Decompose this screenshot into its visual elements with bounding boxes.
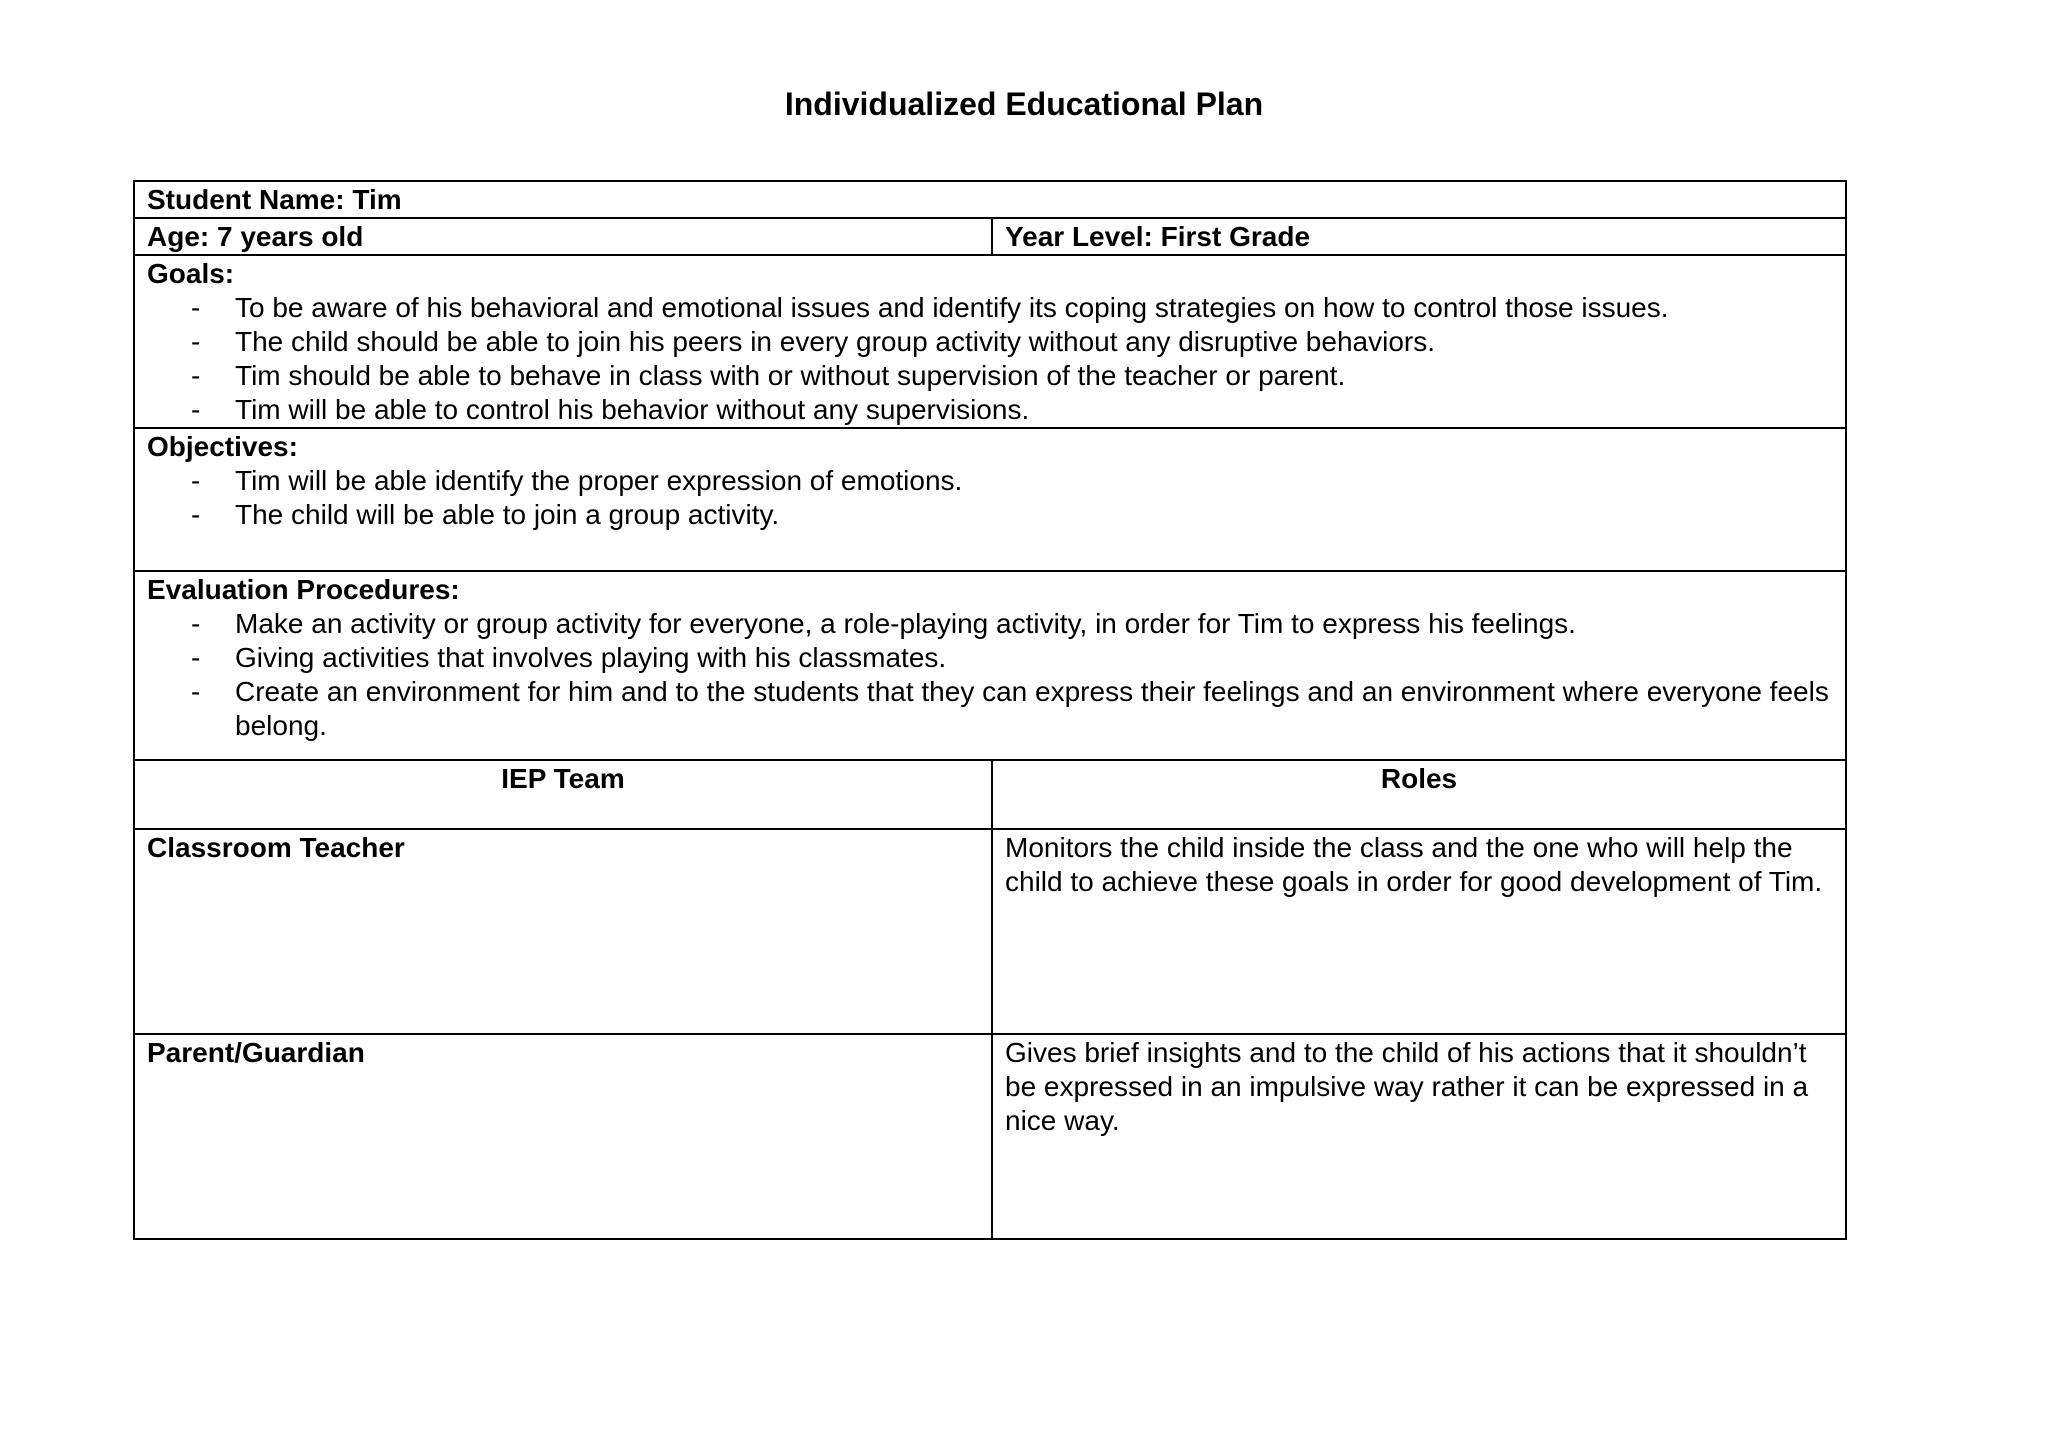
list-dash: -: [191, 676, 201, 707]
objectives-cell: [134, 428, 1846, 571]
list-dash: -: [191, 292, 201, 323]
goal-text: Tim will be able to control his behavior without any supervisions.: [235, 394, 1030, 425]
objectives-list: [147, 464, 1833, 532]
goals-heading: Goals:: [147, 258, 235, 289]
list-dash: -: [191, 608, 201, 639]
goal-text: The child should be able to join his peers in every group activity without any disruptive behaviors.: [235, 326, 1435, 357]
goals-list: [147, 291, 1833, 427]
team-member-name: Parent/Guardian: [134, 1034, 992, 1239]
evaluation-text: Make an activity or group activity for everyone, a role-playing activity, in order for Tim to express his feelings.: [235, 608, 1576, 639]
evaluation-item: [147, 641, 1833, 675]
goal-item: [147, 393, 1833, 427]
goal-item: [147, 359, 1833, 393]
student-name-cell: Student Name: Tim: [134, 181, 1846, 218]
objectives-heading: Objectives:: [147, 431, 298, 462]
goals-row: [134, 255, 1846, 428]
objective-text: The child will be able to join a group activity.: [235, 499, 780, 530]
evaluation-heading: Evaluation Procedures:: [147, 574, 460, 605]
column-header-iep-team: IEP Team: [134, 760, 992, 829]
objective-item: [147, 498, 1833, 532]
team-member-name: Classroom Teacher: [134, 829, 992, 1034]
objectives-row: [134, 428, 1846, 571]
student-age-row: [134, 218, 1846, 255]
team-member-role: [992, 829, 1846, 1034]
evaluation-row: [134, 571, 1846, 760]
evaluation-text: Create an environment for him and to the students that they can express their feelings and an environment where everyone feels belong.: [235, 676, 1829, 741]
role-text: Monitors the child inside the class and the one who will help the child to achieve these goals in order for good development of Tim.: [1005, 832, 1823, 897]
evaluation-cell: [134, 571, 1846, 760]
list-dash: -: [191, 642, 201, 673]
document-title: Individualized Educational Plan: [784, 86, 1264, 122]
student-age-cell: Age: 7 years old: [134, 218, 992, 255]
role-text: Gives brief insights and to the child of his actions that it shouldn’t be expressed in an impulsive way rather it can be expressed in a nice way.: [1005, 1037, 1809, 1136]
list-dash: -: [191, 360, 201, 391]
goals-cell: [134, 255, 1846, 428]
evaluation-text: Giving activities that involves playing with his classmates.: [235, 642, 947, 673]
objective-item: [147, 464, 1833, 498]
goal-item: [147, 291, 1833, 325]
iep-table: [133, 180, 1847, 1240]
evaluation-list: [147, 607, 1833, 743]
team-member-role: [992, 1034, 1846, 1239]
team-header-row: [134, 760, 1846, 829]
objective-text: Tim will be able identify the proper expression of emotions.: [235, 465, 963, 496]
list-dash: -: [191, 394, 201, 425]
list-dash: -: [191, 499, 201, 530]
evaluation-item: [147, 607, 1833, 641]
goal-item: [147, 325, 1833, 359]
team-member-row: [134, 829, 1846, 1034]
student-name-row: [134, 181, 1846, 218]
evaluation-item: [147, 675, 1833, 743]
team-member-row: [134, 1034, 1846, 1239]
list-dash: -: [191, 326, 201, 357]
list-dash: -: [191, 465, 201, 496]
goal-text: Tim should be able to behave in class with or without supervision of the teacher or parent.: [235, 360, 1346, 391]
goal-text: To be aware of his behavioral and emotional issues and identify its coping strategies on how to control those issues.: [235, 292, 1669, 323]
column-header-roles: Roles: [992, 760, 1846, 829]
year-level-cell: Year Level: First Grade: [992, 218, 1846, 255]
